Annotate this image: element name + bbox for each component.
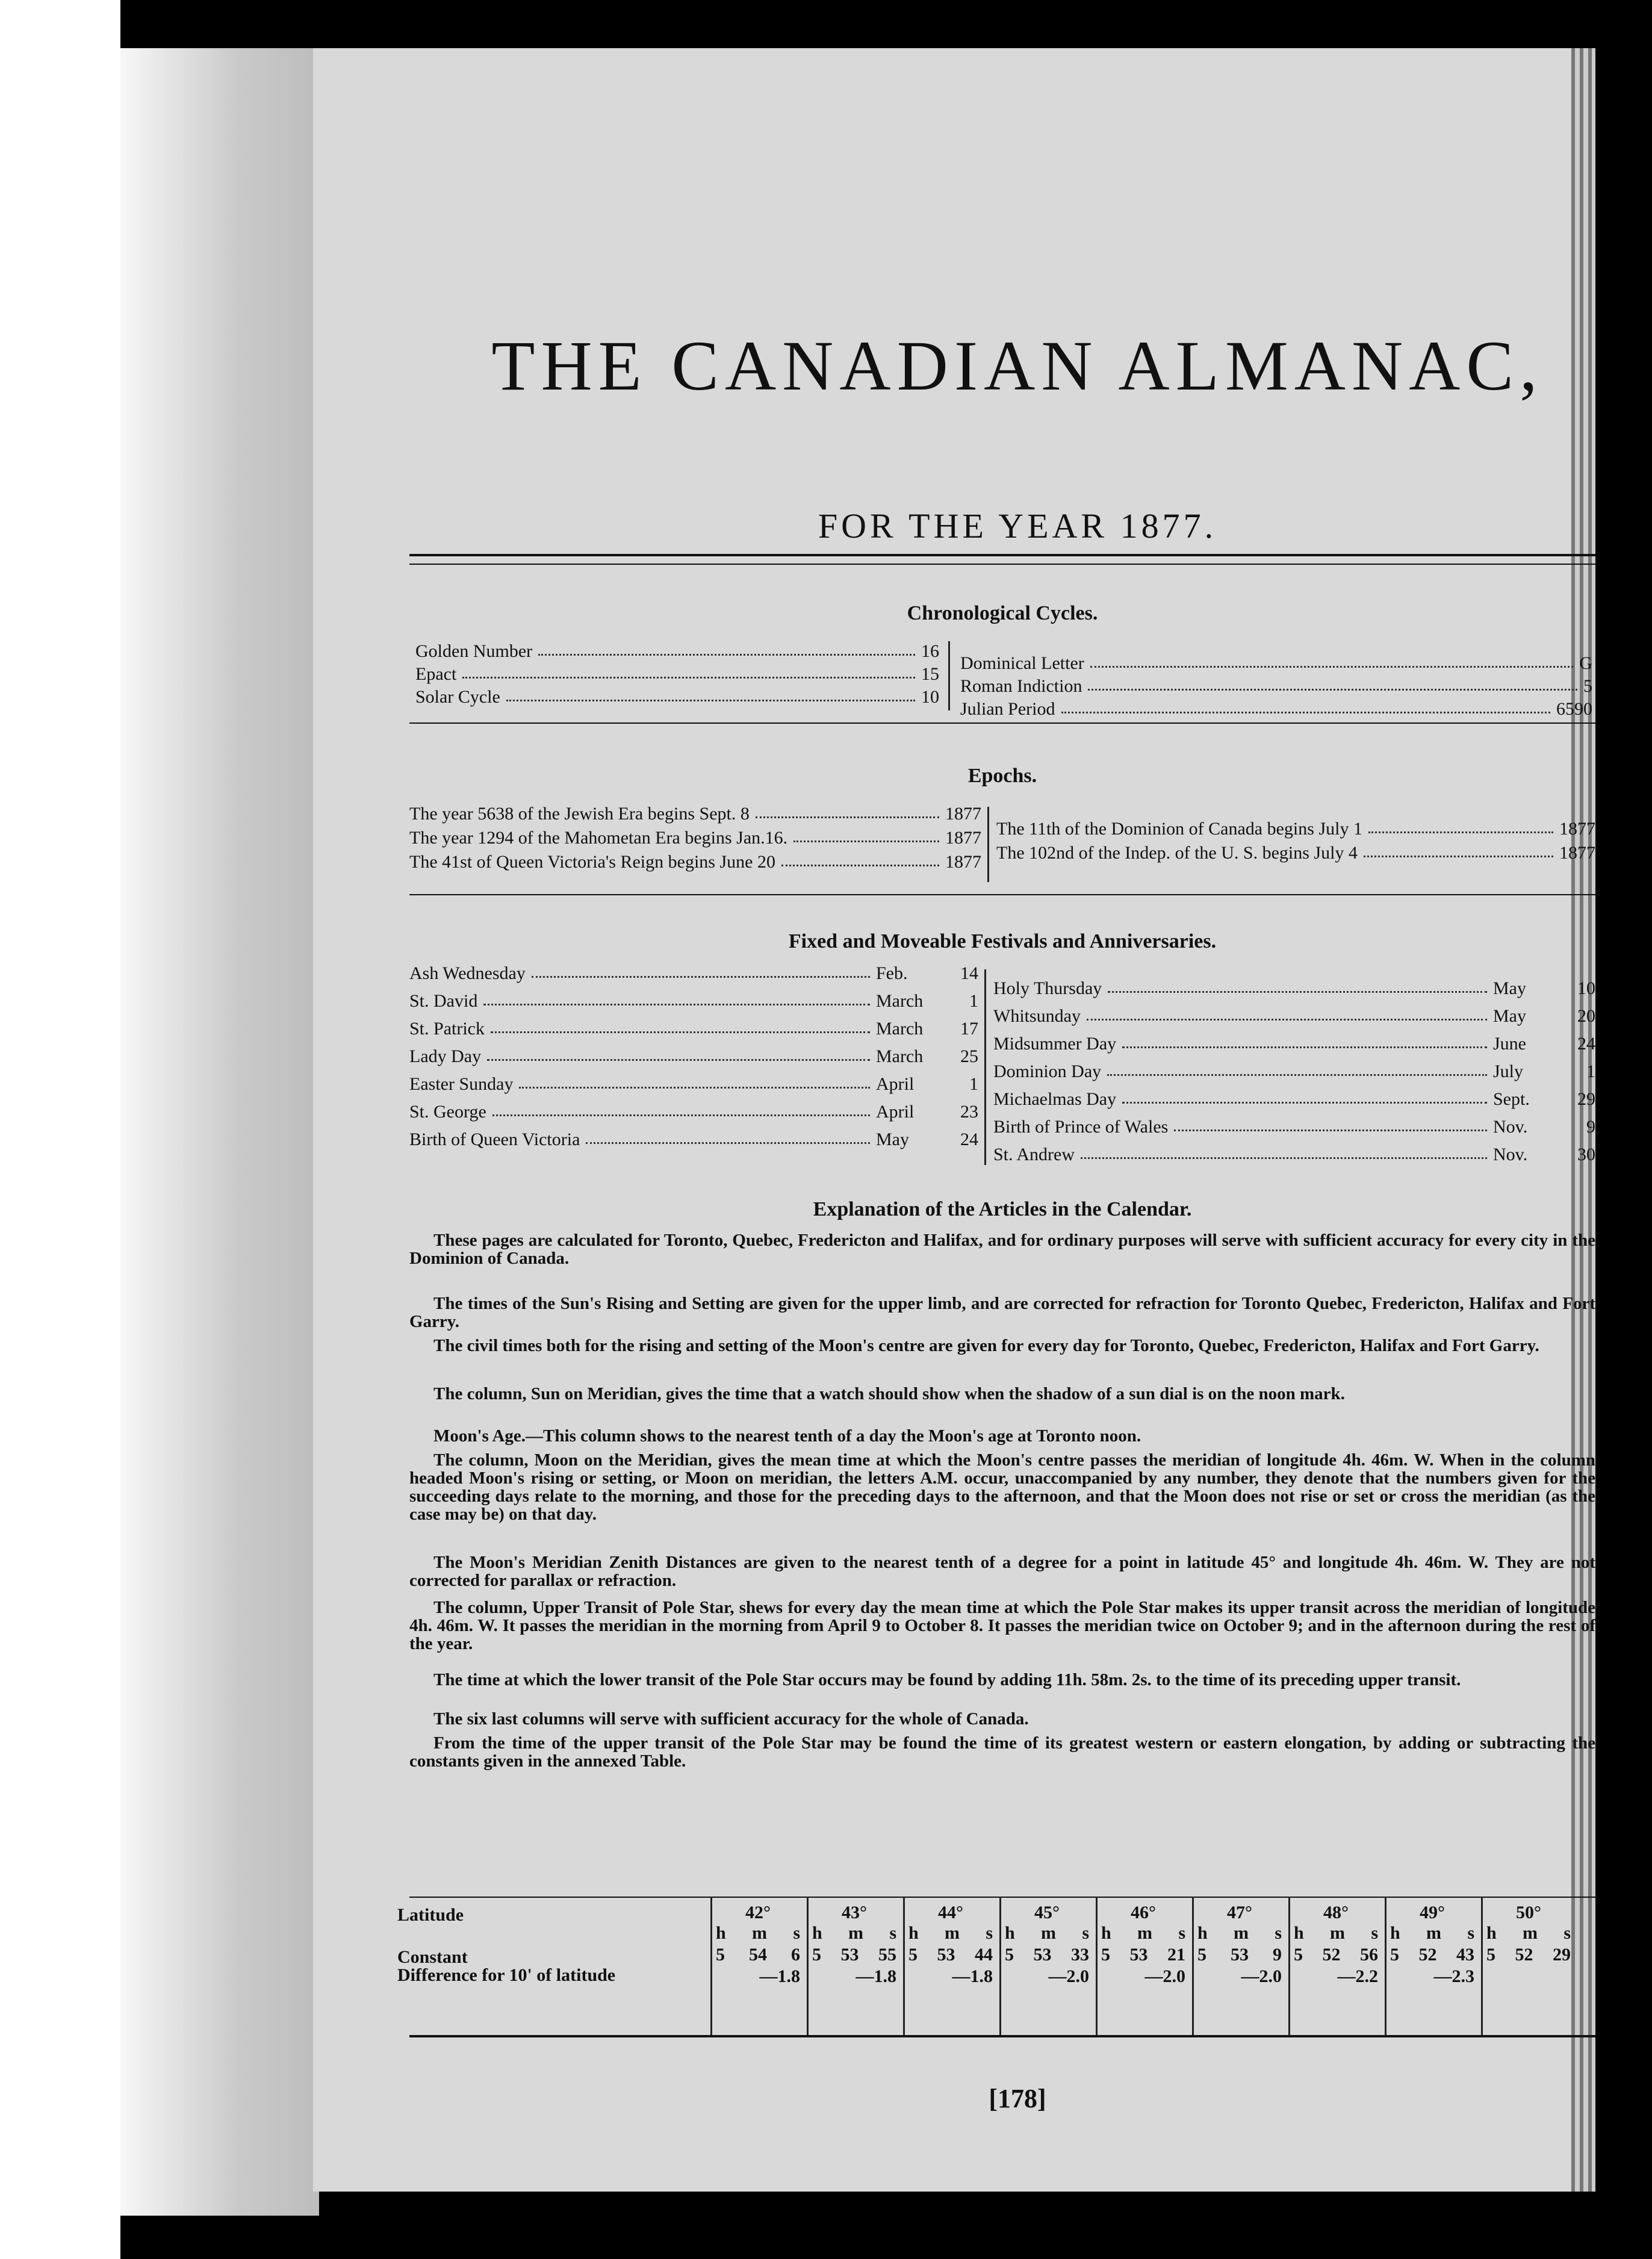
- item-label: St. Patrick: [409, 1019, 485, 1039]
- unit-header: [1005, 1923, 1089, 1944]
- latitude-column: [1481, 1897, 1574, 2035]
- unit-header: [1390, 1923, 1474, 1944]
- item-day: 9: [1586, 1117, 1595, 1137]
- leader-dots: [1108, 978, 1487, 993]
- item-label: Lady Day: [409, 1046, 482, 1066]
- latitude-degree: 49°: [1420, 1903, 1445, 1922]
- leader-dots: [532, 963, 870, 978]
- leader-dots: [793, 828, 939, 842]
- list-item: [409, 828, 981, 848]
- latitude-degree: 44°: [938, 1903, 963, 1922]
- leader-dots: [491, 1019, 870, 1033]
- leader-dots: [519, 1074, 870, 1089]
- item-month: Sept.: [1493, 1089, 1530, 1109]
- item-month: April: [876, 1102, 914, 1122]
- list-item: [996, 843, 1595, 863]
- column-divider: [987, 807, 989, 882]
- table-row-label-constant: Constant: [397, 1947, 468, 1967]
- item-day: 1: [969, 1074, 978, 1094]
- leader-dots: [1368, 819, 1553, 833]
- table-row-label-latitude: Latitude: [397, 1905, 464, 1925]
- page-subtitle: FOR THE YEAR 1877.: [818, 506, 1217, 545]
- item-value: 15: [921, 664, 939, 684]
- item-month: June: [1493, 1034, 1526, 1054]
- leader-dots: [1087, 1006, 1487, 1021]
- item-label: Michaelmas Day: [993, 1089, 1117, 1109]
- table-row-label-difference: Difference for 10' of latitude: [397, 1965, 616, 1985]
- item-value: 16: [921, 641, 939, 661]
- list-item: [409, 804, 981, 824]
- unit-header: [716, 1923, 800, 1944]
- item-label: Julian Period: [960, 699, 1055, 719]
- item-day: 30: [1577, 1145, 1595, 1164]
- latitude-degree: 43°: [842, 1903, 867, 1922]
- list-item: [409, 963, 978, 984]
- leader-dots: [586, 1130, 870, 1144]
- constant-value: [908, 1945, 993, 1965]
- explanation-paragraph: The column, Sun on Meridian, gives the time that a watch should show when the shadow of a sun dial is on the noon mark.: [433, 1384, 1345, 1403]
- item-label: Midsummer Day: [993, 1034, 1117, 1054]
- difference-value: —2.0: [1048, 1966, 1089, 1986]
- festivals-heading: Fixed and Moveable Festivals and Anniversaries.: [788, 930, 1217, 952]
- explanation-paragraph: The column, Moon on the Meridian, gives the mean time at which the Moon's centre passes the meridian of longitude 4h. 46m. W. When in the column headed Moon's rising or setting, or Moon on meridian, the letters A.M. occur, unaccompanied by any number, they denote that the numbers given for the succeeding days relate to the morning, and those for the preceding days to the afternoon, and that the Moon does not rise or set or cross the meridian (as the case may be) on that day.: [409, 1450, 1595, 1524]
- unit-label: s: [1371, 1923, 1378, 1943]
- unit-header: [1294, 1923, 1378, 1944]
- leader-dots: [1122, 1034, 1487, 1048]
- latitude-degree: 47°: [1227, 1903, 1252, 1922]
- column-divider: [948, 641, 950, 710]
- unit-label: m: [848, 1923, 863, 1943]
- item-month: March: [876, 1046, 924, 1066]
- list-item: [993, 1117, 1595, 1137]
- leader-dots: [1061, 699, 1551, 713]
- unit-header: [1197, 1923, 1282, 1944]
- item-label: St. George: [409, 1102, 486, 1122]
- item-day: 1: [1586, 1061, 1595, 1081]
- latitude-column: [710, 1897, 804, 2035]
- explanation-paragraph: The Moon's Meridian Zenith Distances are given to the nearest tenth of a degree for a point in latitude 45° and longitude 4h. 46m. W. They are not corrected for parallax or refraction.: [409, 1553, 1595, 1590]
- explanation-paragraph: The time at which the lower transit of the Pole Star occurs may be found by adding 11h. 58m. 2s. to the time of its preceding upper transit.: [433, 1670, 1461, 1689]
- unit-label: h: [1294, 1923, 1304, 1943]
- constant-value: [812, 1945, 896, 1965]
- explanation-paragraph: The six last columns will serve with sufficient accuracy for the whole of Canada.: [433, 1709, 1029, 1729]
- item-label: Dominical Letter: [960, 653, 1084, 673]
- leader-dots: [1122, 1089, 1487, 1104]
- leader-dots: [483, 991, 870, 1005]
- unit-label: m: [1137, 1923, 1152, 1943]
- constant-hours: 5: [1486, 1945, 1495, 1965]
- epochs-heading: Epochs.: [967, 765, 1037, 787]
- unit-label: s: [793, 1923, 800, 1943]
- item-label: Birth of Prince of Wales: [993, 1117, 1169, 1137]
- explanation-heading: Explanation of the Articles in the Calendar.: [813, 1198, 1192, 1220]
- item-label: Dominion Day: [993, 1061, 1102, 1081]
- item-day: 29: [1577, 1089, 1595, 1109]
- unit-label: s: [1082, 1923, 1089, 1943]
- latitude-column: [1192, 1897, 1285, 2035]
- unit-header: [812, 1923, 896, 1944]
- list-item: [409, 1074, 978, 1095]
- unit-label: s: [986, 1923, 993, 1943]
- item-label: Roman Indiction: [960, 676, 1082, 696]
- constant-hours: 5: [1197, 1945, 1206, 1965]
- scan-margin: [0, 0, 120, 2259]
- divider-rule: [409, 564, 1595, 565]
- list-item: [409, 852, 981, 872]
- unit-label: m: [1330, 1923, 1345, 1943]
- difference-value: —1.8: [952, 1966, 993, 1986]
- item-value: 10: [921, 687, 939, 707]
- constant-minutes: 52: [1418, 1945, 1437, 1965]
- unit-label: h: [1390, 1923, 1400, 1943]
- item-day: 24: [1577, 1034, 1595, 1054]
- item-label: Epact: [415, 664, 457, 684]
- constant-minutes: 53: [1231, 1945, 1249, 1965]
- constant-seconds: 33: [1071, 1945, 1089, 1965]
- item-value: 5: [1583, 676, 1592, 696]
- difference-value: —2.2: [1337, 1966, 1378, 1986]
- leader-dots: [756, 804, 939, 818]
- item-month: May: [876, 1130, 909, 1149]
- unit-label: h: [1101, 1923, 1111, 1943]
- item-label: St. David: [409, 991, 478, 1011]
- constant-value: [1101, 1945, 1185, 1965]
- divider-rule: [409, 554, 1595, 556]
- list-item: [409, 991, 978, 1011]
- explanation-paragraph: From the time of the upper transit of the Pole Star may be found the time of its greatest western or eastern elongation, by adding or subtracting the constants given in the annexed Table.: [409, 1733, 1595, 1771]
- item-month: Feb.: [876, 963, 908, 983]
- constant-minutes: 52: [1322, 1945, 1341, 1965]
- unit-label: h: [716, 1923, 726, 1943]
- list-item: [993, 1089, 1595, 1110]
- item-label: The 102nd of the Indep. of the U. S. begins July 4: [996, 843, 1358, 863]
- item-month: May: [1493, 978, 1526, 998]
- divider-rule: [409, 722, 1595, 724]
- item-day: 20: [1577, 1006, 1595, 1026]
- item-day: 1: [969, 991, 978, 1011]
- unit-label: m: [1234, 1923, 1249, 1943]
- constant-seconds: 56: [1360, 1945, 1378, 1965]
- latitude-degree: 50°: [1516, 1903, 1541, 1922]
- list-item: [993, 1145, 1595, 1165]
- item-month: May: [1493, 1006, 1526, 1026]
- item-day: 14: [960, 963, 978, 983]
- constant-seconds: 43: [1456, 1945, 1474, 1965]
- list-item: [415, 664, 939, 685]
- page-title: THE CANADIAN ALMANAC,: [491, 326, 1544, 405]
- constant-minutes: 52: [1515, 1945, 1533, 1965]
- latitude-degree: 46°: [1131, 1903, 1156, 1922]
- unit-label: h: [1486, 1923, 1497, 1943]
- latitude-degree: 45°: [1034, 1903, 1060, 1922]
- leader-dots: [462, 664, 915, 679]
- cycles-heading: Chronological Cycles.: [907, 602, 1098, 624]
- page-number: [178]: [989, 2084, 1046, 2113]
- item-day: 24: [960, 1130, 978, 1149]
- list-item: [409, 1046, 978, 1067]
- item-label: The year 5638 of the Jewish Era begins Sept. 8: [409, 804, 750, 824]
- unit-label: m: [1426, 1923, 1441, 1943]
- constant-seconds: 29: [1553, 1945, 1571, 1965]
- latitude-column: [903, 1897, 996, 2035]
- unit-label: s: [1178, 1923, 1185, 1943]
- difference-value: —1.8: [856, 1966, 896, 1986]
- item-value: G: [1579, 653, 1592, 673]
- latitude-degree: 48°: [1323, 1903, 1349, 1922]
- constant-minutes: 53: [937, 1945, 955, 1965]
- list-item: [960, 653, 1592, 674]
- constant-minutes: 53: [1033, 1945, 1052, 1965]
- latitude-column: [1288, 1897, 1382, 2035]
- item-day: 25: [960, 1046, 978, 1066]
- item-label: Solar Cycle: [415, 687, 500, 707]
- constant-hours: 5: [1294, 1945, 1303, 1965]
- constant-value: [1294, 1945, 1378, 1965]
- explanation-paragraph: The column, Upper Transit of Pole Star, shews for every day the mean time at which the Pole Star makes its upper transit across the meridian of longitude 4h. 46m. W. It passes the meridian in the morning from April 9 to October 8. It passes the meridian twice on October 9; and in the afternoon during the rest of the year.: [409, 1598, 1595, 1653]
- constant-value: [1005, 1945, 1089, 1965]
- unit-header: [908, 1923, 993, 1944]
- constant-seconds: 9: [1273, 1945, 1282, 1965]
- almanac-page: [313, 48, 1595, 2192]
- unit-label: m: [1041, 1923, 1056, 1943]
- item-label: Golden Number: [415, 641, 533, 661]
- difference-value: —2.3: [1433, 1966, 1474, 1986]
- item-value: 1877: [945, 828, 981, 848]
- leader-dots: [506, 687, 915, 701]
- leader-dots: [1081, 1145, 1487, 1159]
- unit-label: h: [908, 1923, 919, 1943]
- unit-label: s: [1467, 1923, 1474, 1943]
- item-value: 1877: [1559, 819, 1595, 839]
- constant-minutes: 54: [749, 1945, 767, 1965]
- item-month: April: [876, 1074, 914, 1094]
- unit-header: [1486, 1923, 1571, 1944]
- list-item: [996, 819, 1595, 839]
- unit-label: s: [889, 1923, 896, 1943]
- item-label: Easter Sunday: [409, 1074, 514, 1094]
- list-item: [409, 1102, 978, 1122]
- list-item: [409, 1130, 978, 1150]
- list-item: [415, 641, 939, 662]
- leader-dots: [1174, 1117, 1487, 1131]
- item-value: 1877: [945, 852, 981, 872]
- unit-label: s: [1275, 1923, 1282, 1943]
- list-item: [993, 1006, 1595, 1027]
- constant-hours: 5: [1005, 1945, 1014, 1965]
- leader-dots: [492, 1102, 870, 1116]
- constant-seconds: 6: [791, 1945, 800, 1965]
- list-item: [960, 699, 1592, 719]
- constant-hours: 5: [908, 1945, 918, 1965]
- unit-label: s: [1564, 1923, 1571, 1943]
- unit-label: m: [1523, 1923, 1538, 1943]
- explanation-paragraph: The times of the Sun's Rising and Setting are given for the upper limb, and are corrected for refraction for Toronto Quebec, Fredericton, Halifax and Fort Garry.: [409, 1294, 1595, 1331]
- explanation-paragraph: Moon's Age.—This column shows to the nearest tenth of a day the Moon's age at Toronto noon.: [433, 1426, 1141, 1446]
- item-label: The 41st of Queen Victoria's Reign begins June 20: [409, 852, 775, 872]
- list-item: [409, 1019, 978, 1039]
- difference-value: —1.8: [759, 1966, 800, 1986]
- constant-hours: 5: [1101, 1945, 1110, 1965]
- leader-dots: [1088, 676, 1577, 691]
- unit-header: [1101, 1923, 1185, 1944]
- item-label: The 11th of the Dominion of Canada begins July 1: [996, 819, 1362, 839]
- leader-dots: [1364, 843, 1553, 857]
- constant-minutes: 53: [1129, 1945, 1148, 1965]
- constant-value: [716, 1945, 800, 1965]
- latitude-column: [999, 1897, 1093, 2035]
- item-label: The year 1294 of the Mahometan Era begins Jan.16.: [409, 828, 788, 848]
- latitude-degree: 42°: [745, 1903, 771, 1922]
- item-label: Birth of Queen Victoria: [409, 1130, 580, 1149]
- latitude-constant-table: [385, 1897, 1613, 2041]
- constant-hours: 5: [716, 1945, 725, 1965]
- constant-value: [1390, 1945, 1474, 1965]
- item-value: 1877: [945, 804, 981, 824]
- item-label: Whitsunday: [993, 1006, 1081, 1026]
- list-item: [993, 1034, 1595, 1054]
- explanation-paragraph: These pages are calculated for Toronto, Quebec, Fredericton and Halifax, and for ordinary purposes will serve with sufficient accuracy for every city in the Dominion of Canada.: [409, 1231, 1595, 1268]
- unit-label: m: [945, 1923, 960, 1943]
- item-month: March: [876, 991, 924, 1011]
- column-divider: [984, 969, 986, 1165]
- constant-value: [1486, 1945, 1571, 1965]
- constant-seconds: 44: [975, 1945, 993, 1965]
- item-month: March: [876, 1019, 924, 1039]
- difference-value: —2.0: [1144, 1966, 1185, 1986]
- unit-label: m: [752, 1923, 767, 1943]
- item-label: Ash Wednesday: [409, 963, 526, 983]
- list-item: [415, 687, 939, 707]
- item-label: Holy Thursday: [993, 978, 1102, 998]
- scan-shadow: [120, 48, 319, 2216]
- constant-hours: 5: [1390, 1945, 1399, 1965]
- item-day: 17: [960, 1019, 978, 1039]
- item-label: St. Andrew: [993, 1145, 1075, 1164]
- item-value: 6590: [1556, 699, 1592, 719]
- constant-seconds: 21: [1167, 1945, 1185, 1965]
- item-day: 23: [960, 1102, 978, 1122]
- divider-rule: [409, 894, 1595, 895]
- leader-dots: [781, 852, 939, 866]
- latitude-column: [1096, 1897, 1189, 2035]
- constant-minutes: 53: [840, 1945, 859, 1965]
- leader-dots: [1107, 1061, 1487, 1076]
- explanation-paragraph: The civil times both for the rising and setting of the Moon's centre are given for every day for Toronto, Quebec, Fredericton, Halifax and Fort Garry.: [433, 1336, 1539, 1355]
- leader-dots: [487, 1046, 870, 1061]
- constant-seconds: 55: [878, 1945, 896, 1965]
- list-item: [993, 978, 1595, 999]
- latitude-column: [807, 1897, 900, 2035]
- constant-value: [1197, 1945, 1282, 1965]
- list-item: [960, 676, 1592, 697]
- constant-hours: 5: [812, 1945, 821, 1965]
- leader-dots: [1090, 653, 1574, 668]
- difference-value: —2.0: [1241, 1966, 1282, 1986]
- list-item: [993, 1061, 1595, 1082]
- item-value: 1877: [1559, 843, 1595, 863]
- latitude-column: [1385, 1897, 1478, 2035]
- item-day: 10: [1577, 978, 1595, 998]
- unit-label: h: [1005, 1923, 1015, 1943]
- divider-rule: [409, 2035, 1595, 2037]
- item-month: July: [1493, 1061, 1524, 1081]
- leader-dots: [538, 641, 915, 656]
- unit-label: h: [812, 1923, 822, 1943]
- item-month: Nov.: [1493, 1117, 1528, 1137]
- unit-label: h: [1197, 1923, 1208, 1943]
- item-month: Nov.: [1493, 1145, 1528, 1164]
